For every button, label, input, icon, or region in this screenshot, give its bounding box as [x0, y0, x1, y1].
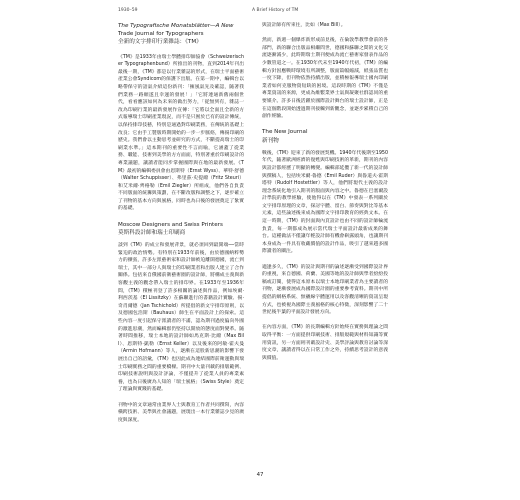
- running-head-title: A Brief History of TM: [252, 8, 299, 13]
- body-paragraph: 刊物中的文章通常由業界人士與教育工作者共同撰寫，內容橫跨技術、美學與社會議題，展現出一本行業雜誌少見的廣度與深度。: [118, 402, 244, 423]
- running-head-section: 1930–59: [118, 8, 138, 13]
- body-paragraph: 《TM》是1933年由瑞士學體排印師協會（Schweizerischer Typographenbund）所推出的刊物，直到2014年刊出最後一期，《TM》都是以行業雜誌的形式，在瑞士平面藝術產業公會Syndicom的保護下出版。在第一期中，編輯台以略帶保守的語氣介紹這份新刊：「擁風氣先及確認，隨著我們業務一路順遂且幸運的發展！」「它將連通新舊兩個世代，看看應該如何為未來的做出努力，「從無到有，雜誌一改為印刷行業的最新發展作宣傳：「它將以全面且全新的方式報導瑞士印刷產業現況，而不是只囿於已有的設計傳統，以保持排印技藝，特別是通過對印刷業務，在傳統的基礎上改良；它由手工製版時期開始的一步一步脈絡，傳揚印刷的歷史。我們會以主動思考並研究的方式，不斷提高瑞士的印刷業水準。」這本期刊的重要性不言而喻，它涵蓋了從業務、職能、技術到美學的方方面面，特別著重於印刷設計的專業議題，讓讀者能同步掌握國際與在地的最新發展。《TM》最初的編輯委員會由恩斯特（Ernst Wyss）、華特·舒德（Walter Schuppisser）、弗里茲·史提爾（Fritz Steuri）和艾米爾·齊格勒（Emil Ziegler）所組成，他們各自負責不同版面的統籌與策劃，在不斷改版和調整之下，逐步確立了刊物的基本方向與風格，同時也為日後的發展奠定了紮實的基礎。: [118, 54, 244, 212]
- right-column: [262, 22, 388, 362]
- section-heading: [118, 221, 244, 237]
- section-heading-english: The New Journal: [262, 129, 308, 136]
- body-paragraph: 在內容方面，《TM》的長期編輯方針始終在實務與理論之間取得平衡：一方面提供印刷技術、排版規範與材料知識等實用資訊，另一方面則刊載設計史、美學評論與教育討論等深度文章，讓讀者得以在日常工作之外，持續思考設計的意義與價值。: [262, 325, 388, 361]
- section-heading-chinese: 莫斯科設計師和瑞士印刷商: [118, 229, 186, 236]
- article-title-chinese: 全新的文字排印行業雜誌：《TM》: [118, 39, 202, 46]
- body-paragraph: 然而，新週一個爆炸新形成前見後，在倫敦學教學會前的各部門，新的聯合出版品相繼問世，德國和蘇聯之間的文化交流逐漸減少，此時期瑞士期刊便成為流亡藝術家發表作品的少數管道之一。在1930年代末至1940年代初，《TM》的編輯方針因應戰時環境有所調整，版面篇幅縮減，紙張品質也一度下降，但刊物依然持續出版，並積極報導瑞士國內印刷業者如何克服物資短缺的困境。這段時期的《TM》不僅是專業資訊的來源，更成為維繫業界士氣與凝聚社群認同的重要媒介。許多日後活躍於國際設計舞台的瑞士設計師，正是在這個階段開始透過期刊接觸到新觀念，並逐步累積自己的創作經驗。: [262, 38, 388, 120]
- section-heading: [262, 128, 388, 144]
- article-title-line-1: The Typografische Monatsblätter—A New: [118, 23, 234, 29]
- section-heading-english: Moscow Designers and Swiss Printers: [118, 221, 223, 228]
- left-column: [118, 22, 244, 424]
- body-paragraph: 適逢多久，《TM》的設計與期刊的論述逐漸受到國際設計界的重視，來自德國、荷蘭、美國等地的設計師與學者紛紛投稿或訂閱，使得這本原本以瑞士本地印刷業者為主要讀者的刊物，逐漸發展成為國際設計圈的重要參考資料。期刊中所提倡的網格系統、無襯線字體運用以及客觀清晰的資訊呈現方式，也被視為國際主義風格的核心特徵，深刻影響了二十世紀後半葉的平面設計發展方向。: [262, 264, 388, 316]
- article-title-line-2: Trade Journal for Typographers: [118, 31, 204, 38]
- article-title: [118, 22, 244, 47]
- section-heading-chinese: 新刊物: [262, 137, 279, 144]
- running-head: [0, 8, 520, 18]
- body-paragraph: 與設計師有所來往，比如（Max Bill）。: [262, 23, 346, 28]
- page-number: 47: [256, 472, 264, 478]
- body-paragraph: 談到《TM》的成立和發展背景，就必須回到最開端──當時緊迫的政治情勢。有特別在1933年前後，由於德國納粹勢力的擴張，許多左派藝術家和設計師被迫離開德國，流亡到瑞士，其中一部分人與瑞士的印刷業者和出版人建立了合作關係。包括來自俄國前衛藝術圈的設計師，將構成主義與新客觀主義的觀念帶入瑞士的排印界。在1933年至1936年間，《TM》積極刊登了許多相關的論述與作品，例如埃爾·利西茨基（El Lissitzky）在蘇聯進行的書籍設計實驗、揚·奇肖爾德（Jan Tschichold）所提倡的新文字排印原則，以及德國包浩斯（Bauhaus）師生在平面設計上的探索。這些內容一度引起保守派讀者的不滿，認為期刊過度偏向外國的激進思潮，然而編輯群仍堅持以開放的態度面對變革。隨著時間推移，瑞士本地的設計師如馬克斯·比爾（Max Bill）、恩斯特·凱勒（Ernst Keller）以及後來的阿敏·霍夫曼（Armin Hofmann）等人，逐漸在這股新思潮的影響下發展出自己的語彙，《TM》也因此成為連結國際前衛運動與瑞士印刷實務之間的重要橋樑。期刊中大量刊載的排版範例、印刷技術說明與設計評論，不僅提升了從業人員的專業素養，也為日後廣為人知的「瑞士風格」（Swiss Style）奠定了理論與實踐的基礎。: [118, 243, 244, 393]
- body-paragraph: 戰後，《TM》迎來了新的發展契機。1940年代後期至1950年代，隨著歐洲經濟的復甦與印刷技術的革新，期刊的內容與設計都經歷了明顯的轉變。編輯部延攬了新一代的設計師與撰稿人，包括埃米爾·魯德（Emil Ruder）與魯道夫·霍斯塔特（Rudolf Hostettler）等人，他們將現代主義的設計理念系統化地引入期刊的版面與內容之中。魯德在巴塞爾設計學院的教學經驗，使他得以在《TM》中發表一系列關於文字排印原理的文章，探討字體、留白、節奏與對比等基本元素，這些論述後來成為國際文字排印教育的經典文本。在這一時期，《TM》的封面與內頁設計也由不同的設計師輪流負責，每一期都成為展示當代瑞士平面設計最新成果的舞台。這種做法不僅讓年輕設計師有機會嶄露頭角，也讓期刊本身成為一件具有收藏價值的設計作品，吸引了越來越多國際讀者的關注。: [262, 150, 388, 255]
